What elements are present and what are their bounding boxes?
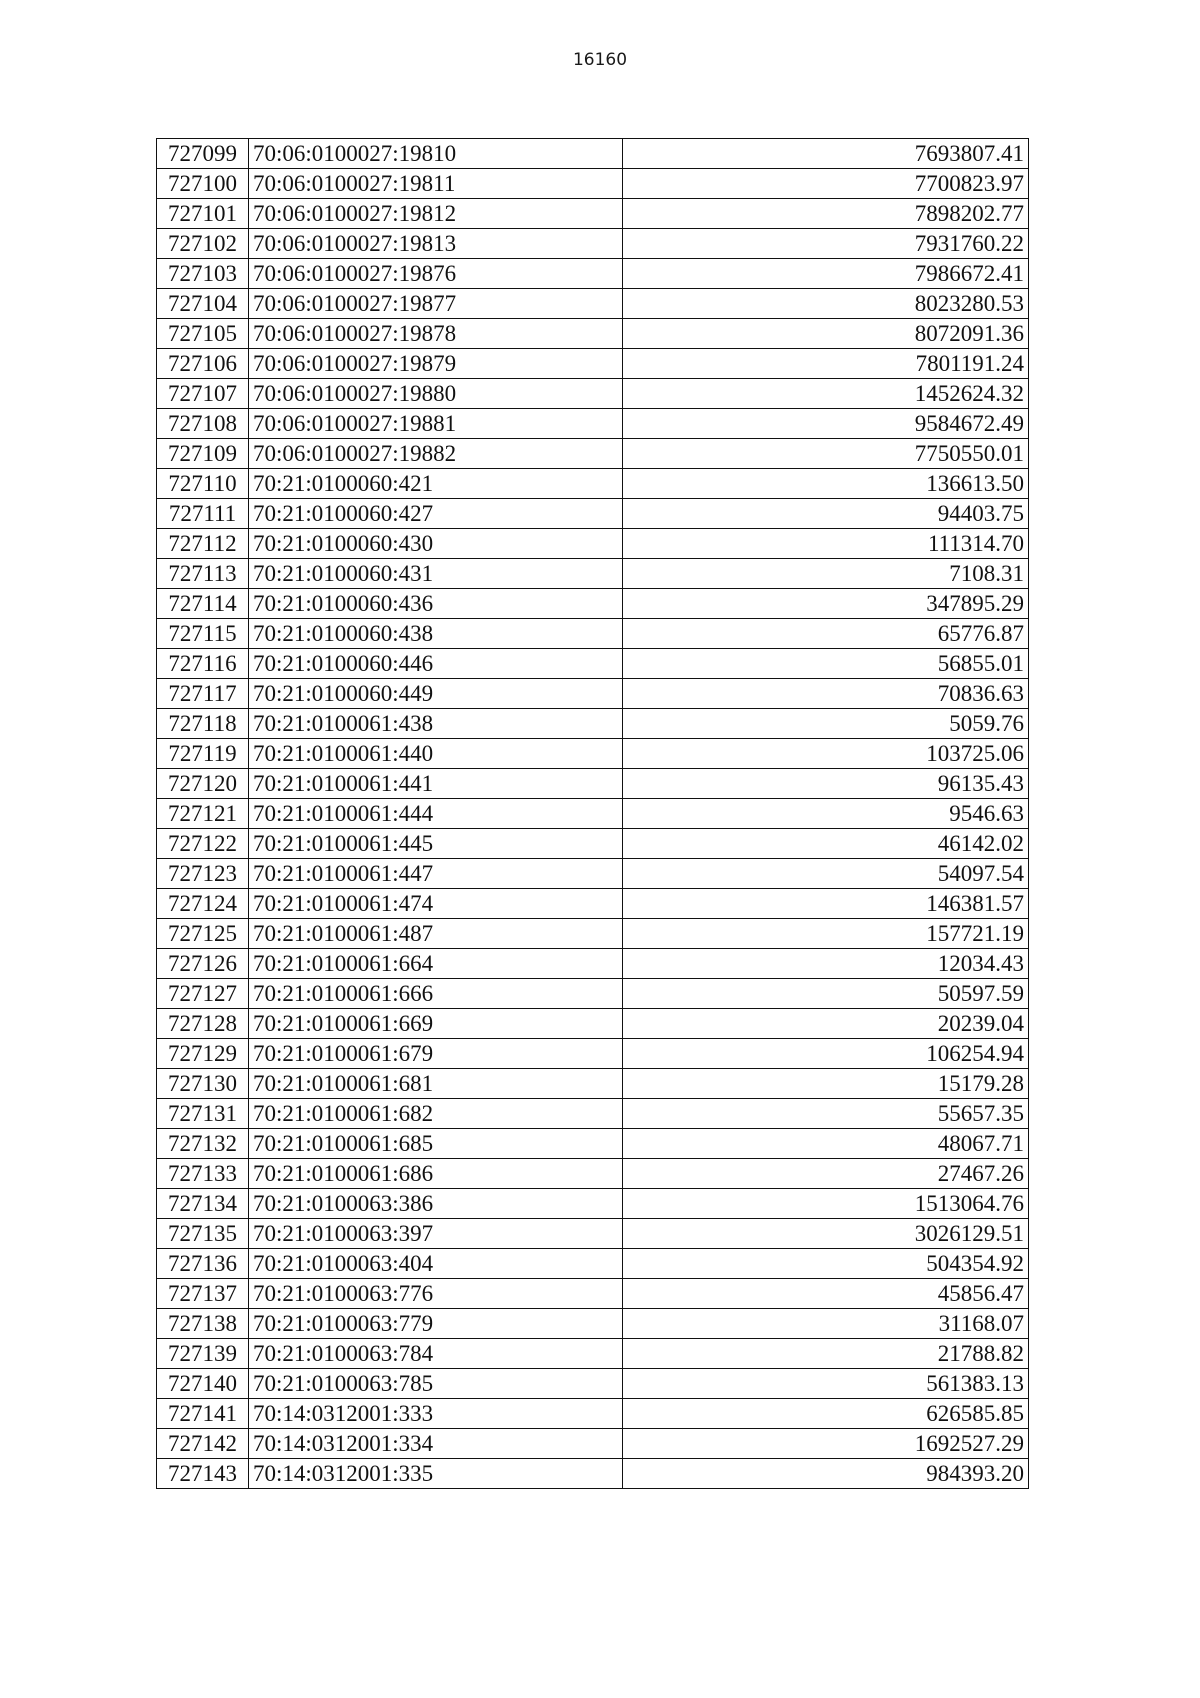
row-number-cell: 727113 — [157, 559, 249, 589]
table-row — [157, 319, 1029, 349]
table-body — [157, 139, 1029, 1489]
cadastral-number-cell: 70:14:0312001:333 — [249, 1399, 623, 1429]
cadastral-value-cell: 8072091.36 — [623, 319, 1029, 349]
cadastral-number-cell: 70:06:0100027:19813 — [249, 229, 623, 259]
cadastral-number-cell: 70:21:0100061:441 — [249, 769, 623, 799]
table-row — [157, 409, 1029, 439]
cadastral-value-cell: 54097.54 — [623, 859, 1029, 889]
row-number-cell: 727119 — [157, 739, 249, 769]
row-number-cell: 727134 — [157, 1189, 249, 1219]
table-row — [157, 1399, 1029, 1429]
table-row — [157, 829, 1029, 859]
row-number-cell: 727104 — [157, 289, 249, 319]
row-number-cell: 727099 — [157, 139, 249, 169]
cadastral-value-cell: 70836.63 — [623, 679, 1029, 709]
cadastral-value-cell: 7693807.41 — [623, 139, 1029, 169]
cadastral-number-cell: 70:21:0100063:779 — [249, 1309, 623, 1339]
cadastral-number-cell: 70:21:0100061:666 — [249, 979, 623, 1009]
table-row — [157, 919, 1029, 949]
row-number-cell: 727102 — [157, 229, 249, 259]
table-row — [157, 139, 1029, 169]
cadastral-value-cell: 984393.20 — [623, 1459, 1029, 1489]
cadastral-value-cell: 7801191.24 — [623, 349, 1029, 379]
cadastral-value-cell: 46142.02 — [623, 829, 1029, 859]
cadastral-value-cell: 157721.19 — [623, 919, 1029, 949]
table-row — [157, 1429, 1029, 1459]
table-row — [157, 589, 1029, 619]
table-row — [157, 799, 1029, 829]
cadastral-number-cell: 70:06:0100027:19881 — [249, 409, 623, 439]
cadastral-number-cell: 70:21:0100060:421 — [249, 469, 623, 499]
row-number-cell: 727140 — [157, 1369, 249, 1399]
cadastral-value-cell: 146381.57 — [623, 889, 1029, 919]
row-number-cell: 727141 — [157, 1399, 249, 1429]
cadastral-value-cell: 7898202.77 — [623, 199, 1029, 229]
cadastral-number-cell: 70:06:0100027:19876 — [249, 259, 623, 289]
cadastral-number-cell: 70:21:0100060:436 — [249, 589, 623, 619]
row-number-cell: 727137 — [157, 1279, 249, 1309]
cadastral-number-cell: 70:21:0100061:487 — [249, 919, 623, 949]
row-number-cell: 727103 — [157, 259, 249, 289]
row-number-cell: 727135 — [157, 1219, 249, 1249]
row-number-cell: 727117 — [157, 679, 249, 709]
row-number-cell: 727108 — [157, 409, 249, 439]
page-number: 16160 — [572, 50, 628, 70]
cadastral-value-cell: 7108.31 — [623, 559, 1029, 589]
cadastral-value-cell: 1513064.76 — [623, 1189, 1029, 1219]
cadastral-value-cell: 94403.75 — [623, 499, 1029, 529]
cadastral-value-cell: 8023280.53 — [623, 289, 1029, 319]
cadastral-number-cell: 70:06:0100027:19811 — [249, 169, 623, 199]
cadastral-number-cell: 70:21:0100060:431 — [249, 559, 623, 589]
row-number-cell: 727123 — [157, 859, 249, 889]
cadastral-number-cell: 70:21:0100061:669 — [249, 1009, 623, 1039]
row-number-cell: 727120 — [157, 769, 249, 799]
row-number-cell: 727114 — [157, 589, 249, 619]
cadastral-number-cell: 70:21:0100060:449 — [249, 679, 623, 709]
table-row — [157, 679, 1029, 709]
row-number-cell: 727107 — [157, 379, 249, 409]
cadastral-number-cell: 70:21:0100061:664 — [249, 949, 623, 979]
table-row — [157, 1159, 1029, 1189]
cadastral-value-cell: 7750550.01 — [623, 439, 1029, 469]
row-number-cell: 727129 — [157, 1039, 249, 1069]
table-row — [157, 439, 1029, 469]
cadastral-value-cell: 5059.76 — [623, 709, 1029, 739]
cadastral-number-cell: 70:21:0100061:444 — [249, 799, 623, 829]
cadastral-value-cell: 21788.82 — [623, 1339, 1029, 1369]
cadastral-number-cell: 70:06:0100027:19879 — [249, 349, 623, 379]
row-number-cell: 727110 — [157, 469, 249, 499]
cadastral-number-cell: 70:21:0100063:386 — [249, 1189, 623, 1219]
cadastral-number-cell: 70:21:0100063:776 — [249, 1279, 623, 1309]
table-row — [157, 649, 1029, 679]
cadastral-value-cell: 55657.35 — [623, 1099, 1029, 1129]
cadastral-number-cell: 70:21:0100060:446 — [249, 649, 623, 679]
cadastral-number-cell: 70:21:0100063:785 — [249, 1369, 623, 1399]
row-number-cell: 727100 — [157, 169, 249, 199]
row-number-cell: 727101 — [157, 199, 249, 229]
cadastral-number-cell: 70:21:0100061:438 — [249, 709, 623, 739]
row-number-cell: 727142 — [157, 1429, 249, 1459]
cadastral-value-cell: 1452624.32 — [623, 379, 1029, 409]
cadastral-value-cell: 65776.87 — [623, 619, 1029, 649]
cadastral-number-cell: 70:06:0100027:19880 — [249, 379, 623, 409]
cadastral-number-cell: 70:21:0100061:474 — [249, 889, 623, 919]
table-row — [157, 709, 1029, 739]
row-number-cell: 727121 — [157, 799, 249, 829]
cadastral-number-cell: 70:21:0100061:445 — [249, 829, 623, 859]
row-number-cell: 727124 — [157, 889, 249, 919]
row-number-cell: 727126 — [157, 949, 249, 979]
table-row — [157, 979, 1029, 1009]
cadastral-number-cell: 70:21:0100060:430 — [249, 529, 623, 559]
table-row — [157, 1009, 1029, 1039]
table-row — [157, 199, 1029, 229]
table-row — [157, 559, 1029, 589]
row-number-cell: 727139 — [157, 1339, 249, 1369]
table-row — [157, 1129, 1029, 1159]
table-row — [157, 1189, 1029, 1219]
cadastral-value-cell: 103725.06 — [623, 739, 1029, 769]
cadastral-value-cell: 106254.94 — [623, 1039, 1029, 1069]
table-row — [157, 1369, 1029, 1399]
cadastral-number-cell: 70:21:0100061:447 — [249, 859, 623, 889]
cadastral-number-cell: 70:06:0100027:19812 — [249, 199, 623, 229]
row-number-cell: 727143 — [157, 1459, 249, 1489]
cadastral-value-cell: 626585.85 — [623, 1399, 1029, 1429]
table-row — [157, 499, 1029, 529]
row-number-cell: 727109 — [157, 439, 249, 469]
cadastral-number-cell: 70:21:0100060:438 — [249, 619, 623, 649]
table-row — [157, 1099, 1029, 1129]
table-row — [157, 1339, 1029, 1369]
table-row — [157, 1039, 1029, 1069]
table-row — [157, 1249, 1029, 1279]
cadastral-number-cell: 70:06:0100027:19810 — [249, 139, 623, 169]
cadastral-number-cell: 70:06:0100027:19878 — [249, 319, 623, 349]
cadastral-value-table — [156, 138, 1029, 1489]
cadastral-value-cell: 111314.70 — [623, 529, 1029, 559]
cadastral-value-cell: 56855.01 — [623, 649, 1029, 679]
cadastral-number-cell: 70:21:0100061:679 — [249, 1039, 623, 1069]
table-row — [157, 289, 1029, 319]
table-row — [157, 1459, 1029, 1489]
cadastral-number-cell: 70:06:0100027:19877 — [249, 289, 623, 319]
cadastral-number-cell: 70:21:0100063:397 — [249, 1219, 623, 1249]
cadastral-number-cell: 70:21:0100061:440 — [249, 739, 623, 769]
row-number-cell: 727116 — [157, 649, 249, 679]
table-row — [157, 1279, 1029, 1309]
cadastral-value-cell: 27467.26 — [623, 1159, 1029, 1189]
row-number-cell: 727125 — [157, 919, 249, 949]
cadastral-number-cell: 70:21:0100063:404 — [249, 1249, 623, 1279]
cadastral-value-cell: 20239.04 — [623, 1009, 1029, 1039]
cadastral-value-cell: 12034.43 — [623, 949, 1029, 979]
cadastral-value-cell: 347895.29 — [623, 589, 1029, 619]
cadastral-value-cell: 15179.28 — [623, 1069, 1029, 1099]
cadastral-value-cell: 1692527.29 — [623, 1429, 1029, 1459]
table-row — [157, 859, 1029, 889]
table-row — [157, 619, 1029, 649]
table-row — [157, 1069, 1029, 1099]
row-number-cell: 727127 — [157, 979, 249, 1009]
cadastral-value-cell: 45856.47 — [623, 1279, 1029, 1309]
cadastral-value-cell: 136613.50 — [623, 469, 1029, 499]
row-number-cell: 727122 — [157, 829, 249, 859]
table-row — [157, 739, 1029, 769]
row-number-cell: 727106 — [157, 349, 249, 379]
row-number-cell: 727105 — [157, 319, 249, 349]
table-row — [157, 1309, 1029, 1339]
cadastral-value-cell: 3026129.51 — [623, 1219, 1029, 1249]
cadastral-number-cell: 70:21:0100061:685 — [249, 1129, 623, 1159]
cadastral-number-cell: 70:21:0100061:686 — [249, 1159, 623, 1189]
table-row — [157, 259, 1029, 289]
cadastral-value-cell: 561383.13 — [623, 1369, 1029, 1399]
cadastral-value-cell: 9584672.49 — [623, 409, 1029, 439]
row-number-cell: 727132 — [157, 1129, 249, 1159]
cadastral-number-cell: 70:21:0100061:681 — [249, 1069, 623, 1099]
table-row — [157, 349, 1029, 379]
table-row — [157, 889, 1029, 919]
cadastral-value-cell: 7986672.41 — [623, 259, 1029, 289]
cadastral-value-cell: 31168.07 — [623, 1309, 1029, 1339]
row-number-cell: 727133 — [157, 1159, 249, 1189]
table-row — [157, 949, 1029, 979]
table-row — [157, 1219, 1029, 1249]
row-number-cell: 727112 — [157, 529, 249, 559]
cadastral-number-cell: 70:21:0100063:784 — [249, 1339, 623, 1369]
table-row — [157, 469, 1029, 499]
cadastral-value-cell: 48067.71 — [623, 1129, 1029, 1159]
table-row — [157, 769, 1029, 799]
table-row — [157, 229, 1029, 259]
cadastral-value-cell: 504354.92 — [623, 1249, 1029, 1279]
table-row — [157, 529, 1029, 559]
cadastral-number-cell: 70:14:0312001:335 — [249, 1459, 623, 1489]
cadastral-number-cell: 70:21:0100060:427 — [249, 499, 623, 529]
cadastral-number-cell: 70:14:0312001:334 — [249, 1429, 623, 1459]
cadastral-number-cell: 70:06:0100027:19882 — [249, 439, 623, 469]
row-number-cell: 727128 — [157, 1009, 249, 1039]
row-number-cell: 727118 — [157, 709, 249, 739]
cadastral-number-cell: 70:21:0100061:682 — [249, 1099, 623, 1129]
row-number-cell: 727131 — [157, 1099, 249, 1129]
cadastral-value-cell: 7700823.97 — [623, 169, 1029, 199]
cadastral-value-cell: 9546.63 — [623, 799, 1029, 829]
cadastral-value-cell: 7931760.22 — [623, 229, 1029, 259]
row-number-cell: 727111 — [157, 499, 249, 529]
row-number-cell: 727115 — [157, 619, 249, 649]
cadastral-value-cell: 50597.59 — [623, 979, 1029, 1009]
table-row — [157, 379, 1029, 409]
table-row — [157, 169, 1029, 199]
row-number-cell: 727138 — [157, 1309, 249, 1339]
cadastral-value-cell: 96135.43 — [623, 769, 1029, 799]
row-number-cell: 727130 — [157, 1069, 249, 1099]
row-number-cell: 727136 — [157, 1249, 249, 1279]
